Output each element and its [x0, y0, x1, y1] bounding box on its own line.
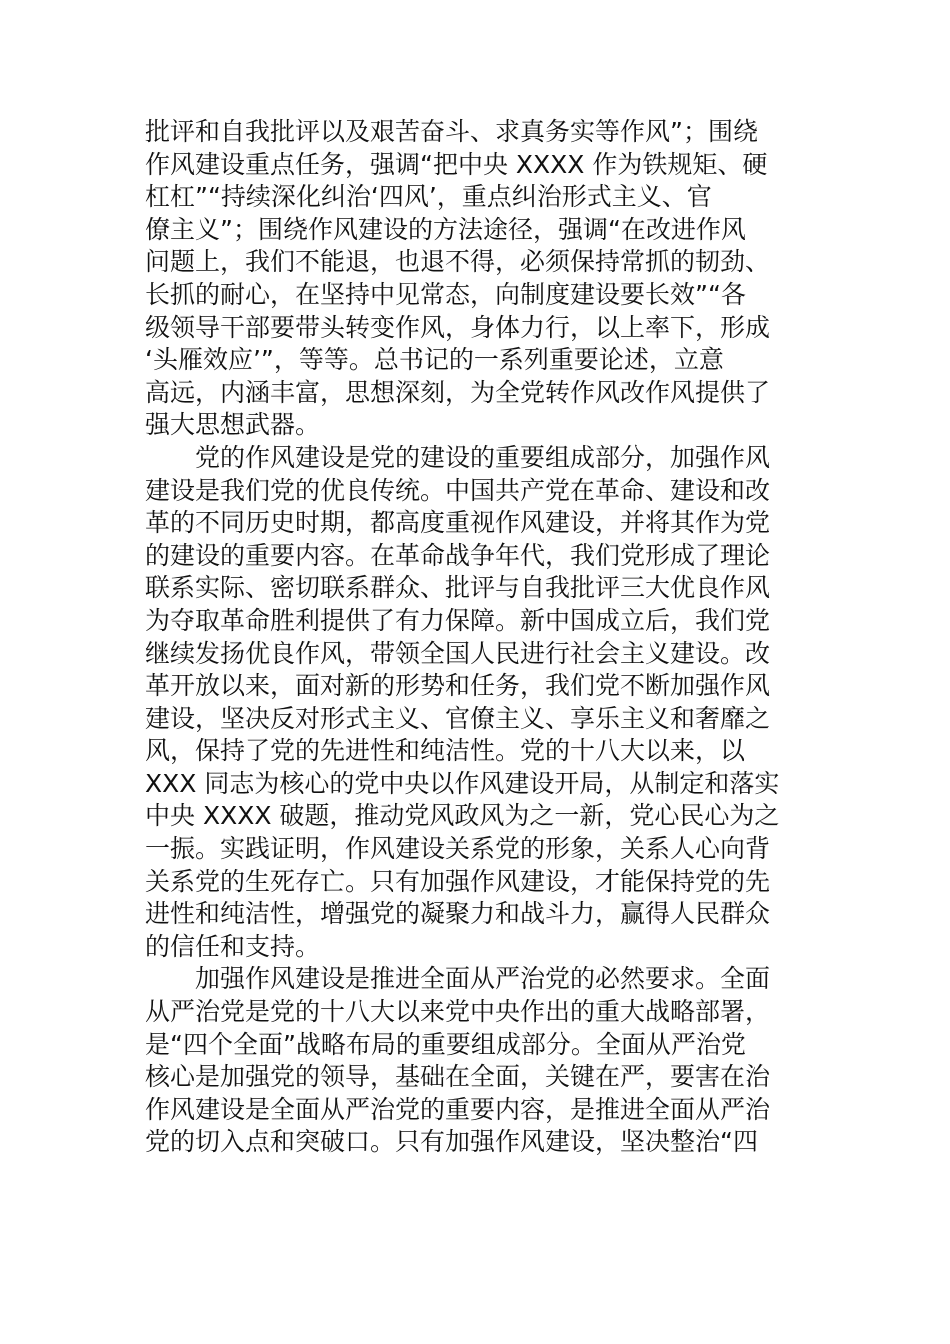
text-line: 联系实际、密切联系群众、批评与自我批评三大优良作风 [145, 573, 771, 603]
text-line: 进性和纯洁性，增强党的凝聚力和战斗力，赢得人民群众 [145, 899, 771, 929]
text-line: 中央 XXXX 破题，推动党风政风为之一新，党心民心为之 [145, 801, 780, 831]
text-line: 批评和自我批评以及艰苦奋斗、求真务实等作风”；围绕 [145, 117, 758, 146]
text-line: 建设是我们党的优良传统。中国共产党在革命、建设和改 [145, 475, 771, 505]
text-line: 从严治党是党的十八大以来党中央作出的重大战略部署， [145, 997, 771, 1027]
text-line: 风，保持了党的先进性和纯洁性。党的十八大以来，以 [145, 736, 746, 766]
text-line: 高远，内涵丰富，思想深刻，为全党转作风改作风提供了 [145, 377, 771, 407]
text-line: 作风建设是全面从严治党的重要内容，是推进全面从严治 [145, 1094, 771, 1124]
text-line: XXX 同志为核心的党中央以作风建设开局，从制定和落实 [145, 768, 780, 798]
text-line: 关系党的生死存亡。只有加强作风建设，才能保持党的先 [145, 866, 771, 896]
text-line: 继续发扬优良作风，带领全国人民进行社会主义建设。改 [145, 638, 771, 668]
document-body [145, 116, 807, 1159]
text-line: 核心是加强党的领导，基础在全面，关键在严，要害在治 [145, 1062, 771, 1092]
text-line: 党的作风建设是党的建设的重要组成部分，加强作风 [195, 442, 771, 472]
text-line: 作风建设重点任务，强调“把中央 XXXX 作为铁规矩、硬 [145, 149, 768, 179]
text-line: ‘头雁效应’”，等等。总书记的一系列重要论述，立意 [145, 345, 724, 375]
text-line: 的信任和支持。 [145, 931, 321, 961]
text-line: 革的不同历史时期，都高度重视作风建设，并将其作为党 [145, 508, 771, 538]
text-line: 的建设的重要内容。在革命战争年代，我们党形成了理论 [145, 540, 771, 570]
text-line: 加强作风建设是推进全面从严治党的必然要求。全面 [195, 964, 771, 994]
text-line: 僚主义”；围绕作风建设的方法途径，强调“在改进作风 [145, 214, 746, 244]
text-line: 为夺取革命胜利提供了有力保障。新中国成立后，我们党 [145, 605, 771, 635]
text-line: 长抓的耐心，在坚持中见常态，向制度建设要长效”“各 [145, 279, 746, 309]
text-line: 级领导干部要带头转变作风，身体力行，以上率下，形成 [145, 312, 771, 342]
text-line: 问题上，我们不能退，也退不得，必须保持常抓的韧劲、 [145, 247, 771, 277]
text-line: 党的切入点和突破口。只有加强作风建设，坚决整治“四 [145, 1127, 758, 1157]
text-line: 强大思想武器。 [145, 410, 321, 440]
text-line: 建设，坚决反对形式主义、官僚主义、享乐主义和奢靡之 [145, 703, 771, 733]
text-line: 一振。实践证明，作风建设关系党的形象，关系人心向背 [145, 834, 771, 864]
text-line: 革开放以来，面对新的形势和任务，我们党不断加强作风 [145, 671, 771, 701]
text-line: 杠杠”“持续深化纠治‘四风’，重点纠治形式主义、官 [145, 182, 712, 212]
text-line: 是“四个全面”战略布局的重要组成部分。全面从严治党 [145, 1029, 746, 1059]
